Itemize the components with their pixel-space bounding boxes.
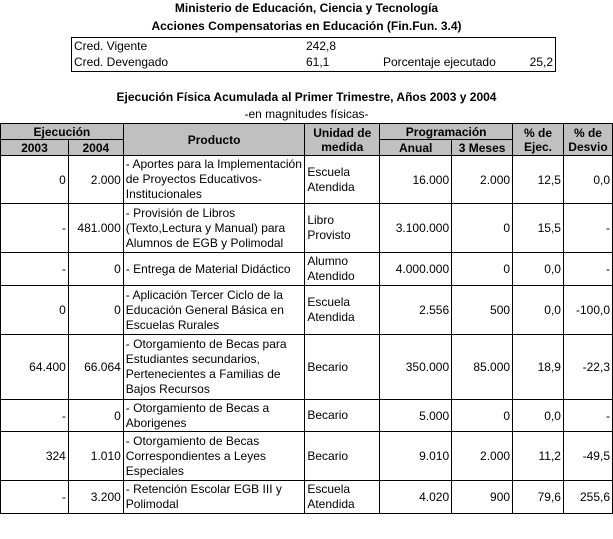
header-2003: 2003: [1, 140, 69, 156]
cell-2003: 324: [1, 432, 69, 481]
cell-pct-ejec: 0,0: [513, 253, 564, 286]
header-pct-desvio: % de Desvio: [563, 124, 612, 156]
cell-2004: 0: [68, 253, 123, 286]
cell-pct-desvio: -100,0: [563, 286, 612, 335]
cell-2003: 0: [1, 156, 69, 204]
cell-3-meses: 500: [452, 286, 513, 335]
cell-pct-desvio: -: [563, 400, 612, 432]
cell-unidad: Becario: [305, 400, 380, 432]
table-row: [1, 335, 613, 400]
table-row: [1, 481, 613, 514]
cell-producto: - Entrega de Material Didáctico: [123, 253, 305, 286]
header-producto: Producto: [123, 124, 305, 156]
cell-3-meses: 2.000: [452, 156, 513, 204]
ministry-title: Ministerio de Educación, Ciencia y Tecnología: [174, 1, 439, 15]
cell-pct-desvio: -: [563, 253, 612, 286]
table-title: Ejecución Física Acumulada al Primer Trimestre, Años 2003 y 2004: [116, 90, 497, 104]
cell-pct-desvio: -49,5: [563, 432, 612, 481]
cell-pct-ejec: 15,5: [513, 204, 564, 253]
cell-unidad: Becario: [305, 335, 380, 400]
cell-unidad: Escuela Atendida: [305, 286, 380, 335]
cell-pct-ejec: 79,6: [513, 481, 564, 514]
credito-devengado-value: 61,1: [306, 55, 330, 69]
cell-3-meses: 2.000: [452, 432, 513, 481]
cell-2004: 1.010: [68, 432, 123, 481]
cell-pct-desvio: -: [563, 204, 612, 253]
cell-pct-desvio: -22,3: [563, 335, 612, 400]
cell-2004: 481.000: [68, 204, 123, 253]
cell-2003: -: [1, 481, 69, 514]
cell-unidad: Escuela Atendida: [305, 481, 380, 514]
cell-2003: -: [1, 204, 69, 253]
porcentaje-ejecutado-value: 25,2: [529, 55, 553, 69]
credits-box: [71, 37, 556, 72]
cell-2004: 0: [68, 400, 123, 432]
cell-pct-desvio: 255,6: [563, 481, 612, 514]
cell-3-meses: 85.000: [452, 335, 513, 400]
cell-anual: 2.556: [380, 286, 452, 335]
cell-pct-ejec: 18,9: [513, 335, 564, 400]
cell-anual: 9.010: [380, 432, 452, 481]
cell-3-meses: 0: [452, 253, 513, 286]
cell-pct-ejec: 0,0: [513, 286, 564, 335]
cell-anual: 5.000: [380, 400, 452, 432]
cell-anual: 3.100.000: [380, 204, 452, 253]
table-row: [1, 156, 613, 204]
cell-2003: -: [1, 400, 69, 432]
cell-anual: 4.000.000: [380, 253, 452, 286]
header-programacion: Programación: [380, 124, 513, 140]
table-row: [1, 253, 613, 286]
table-row: [1, 400, 613, 432]
cell-pct-ejec: 12,5: [513, 156, 564, 204]
cell-producto: - Otorgamiento de Becas Correspondientes a Leyes Especiales: [123, 432, 305, 481]
cell-anual: 4.020: [380, 481, 452, 514]
header-2004: 2004: [68, 140, 123, 156]
cell-2004: 2.000: [68, 156, 123, 204]
cell-2003: 0: [1, 286, 69, 335]
table-row: [1, 286, 613, 335]
cell-3-meses: 0: [452, 204, 513, 253]
cell-anual: 16.000: [380, 156, 452, 204]
cell-producto: - Otorgamiento de Becas para Estudiantes secundarios, Pertenecientes a Familias de Bajos Recursos: [123, 335, 305, 400]
cell-producto: - Otorgamiento de Becas a Aborigenes: [123, 400, 305, 432]
cell-producto: - Retención Escolar EGB III y Polimodal: [123, 481, 305, 514]
table-subtitle: -en magnitudes físicas-: [244, 107, 369, 121]
program-title: Acciones Compensatorias en Educación (Fin.Fun. 3.4): [151, 19, 462, 33]
execution-table: [0, 123, 613, 514]
header-pct-ejec: % de Ejec.: [513, 124, 564, 156]
header-3-meses: 3 Meses: [452, 140, 513, 156]
cell-2003: -: [1, 253, 69, 286]
cell-producto: - Provisión de Libros (Texto,Lectura y Manual) para Alumnos de EGB y Polimodal: [123, 204, 305, 253]
cell-unidad: Becario: [305, 432, 380, 481]
header-ejecucion: Ejecución: [1, 124, 124, 140]
cell-unidad: Escuela Atendida: [305, 156, 380, 204]
credito-vigente-value: 242,8: [306, 39, 337, 53]
credito-vigente-label: Cred. Vigente: [74, 39, 148, 53]
cell-3-meses: 0: [452, 400, 513, 432]
cell-producto: - Aportes para la Implementación de Proyectos Educativos-Institucionales: [123, 156, 305, 204]
cell-unidad: Alumno Atendido: [305, 253, 380, 286]
cell-3-meses: 900: [452, 481, 513, 514]
cell-producto: - Aplicación Tercer Ciclo de la Educación General Básica en Escuelas Rurales: [123, 286, 305, 335]
cell-unidad: Libro Provisto: [305, 204, 380, 253]
table-row: [1, 204, 613, 253]
cell-anual: 350.000: [380, 335, 452, 400]
cell-pct-ejec: 0,0: [513, 400, 564, 432]
cell-pct-desvio: 0,0: [563, 156, 612, 204]
cell-pct-ejec: 11,2: [513, 432, 564, 481]
table-row: [1, 432, 613, 481]
cell-2004: 0: [68, 286, 123, 335]
credito-devengado-label: Cred. Devengado: [74, 55, 169, 69]
cell-2004: 66.064: [68, 335, 123, 400]
header-unidad: Unidad de medida: [305, 124, 380, 156]
cell-2003: 64.400: [1, 335, 69, 400]
header-anual: Anual: [380, 140, 452, 156]
cell-2004: 3.200: [68, 481, 123, 514]
porcentaje-ejecutado-label: Porcentaje ejecutado: [383, 55, 496, 69]
